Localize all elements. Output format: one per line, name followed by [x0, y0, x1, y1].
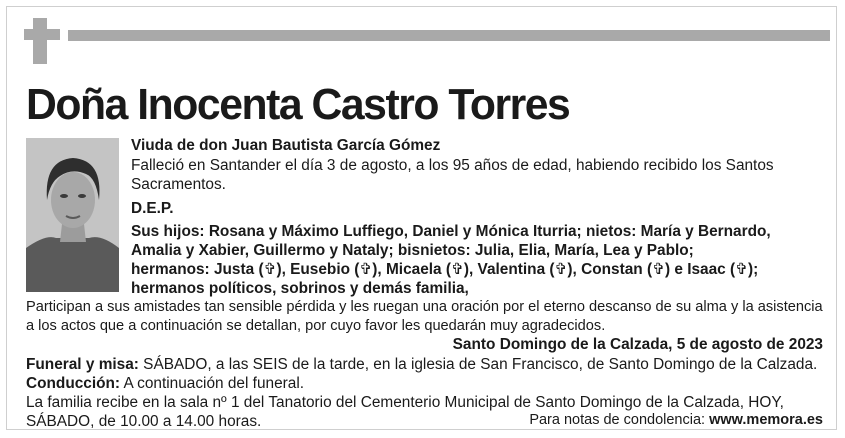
- funeral-label: Funeral y misa:: [26, 356, 139, 373]
- death-notice-line-2: Sacramentos.: [131, 176, 226, 193]
- condolences-label: Para notas de condolencia:: [529, 412, 706, 428]
- invitation-line-1: Participan a sus amistades tan sensible pérdida y les ruegan una oración por el eterno descanso de su alma y la asistencia: [26, 299, 823, 315]
- header-rule: [68, 30, 830, 41]
- conduction-label: Conducción:: [26, 375, 121, 392]
- death-notice-line-1: Falleció en Santander el día 3 de agosto, a los 95 años de edad, habiendo recibido los Santos: [131, 157, 774, 174]
- family-line-4: hermanos políticos, sobrinos y demás familia,: [131, 280, 469, 297]
- widow-line: Viuda de don Juan Bautista García Gómez: [131, 137, 441, 154]
- condolences-note: [529, 412, 823, 428]
- reception-line-2: SÁBADO, de 10.00 a 14.00 horas.: [26, 413, 262, 430]
- invitation-line-2: a los actos que a continuación se detallan, por cuyo favor les quedarán muy agradecidos.: [26, 318, 606, 334]
- condolences-link[interactable]: www.memora.es: [709, 412, 823, 428]
- conduction-line: [26, 374, 304, 394]
- conduction-text: A continuación del funeral.: [120, 375, 305, 392]
- reception-line-1: La familia recibe en la sala nº 1 del Tanatorio del Cementerio Municipal de Santo Domingo de la Calzada, HOY,: [26, 394, 784, 411]
- deceased-name: Doña Inocenta Castro Torres: [26, 80, 570, 129]
- family-line-2: Amalia y Xabier, Guillermo y Nataly; bisnietos: Julia, Elia, María, Lea y Pablo;: [131, 242, 694, 259]
- funeral-line: [26, 355, 817, 375]
- place-date: Santo Domingo de la Calzada, 5 de agosto de 2023: [452, 336, 823, 353]
- dep-text: D.E.P.: [131, 200, 174, 217]
- portrait-image: [26, 138, 119, 292]
- deceased-photo: [26, 138, 119, 292]
- family-line-1: Sus hijos: Rosana y Máximo Luffiego, Daniel y Mónica Iturria; nietos: María y Bernardo,: [131, 223, 771, 240]
- family-line-3: hermanos: Justa (✞), Eusebio (✞), Micaela (✞), Valentina (✞), Constan (✞) e Isaac (✞);: [131, 261, 759, 278]
- cross-icon-bar: [24, 29, 60, 40]
- funeral-text: SÁBADO, a las SEIS de la tarde, en la iglesia de San Francisco, de Santo Domingo de la Calzada.: [138, 356, 818, 373]
- cross-icon: [33, 18, 47, 64]
